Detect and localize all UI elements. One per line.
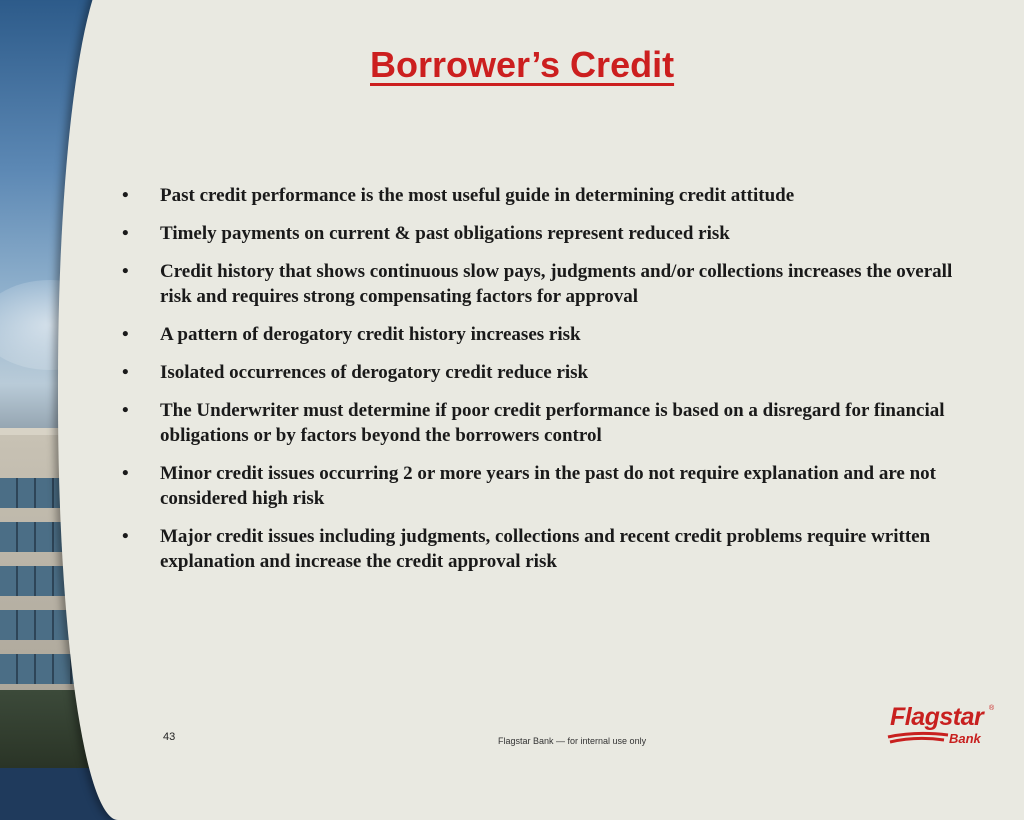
logo-swoosh-icon bbox=[886, 729, 956, 749]
bullet-item: • Credit history that shows continuous slow pays, judgments and/or collections increases the overall risk and requires strong compensating factors for approval bbox=[122, 261, 953, 307]
logo-brand: Flagstar bbox=[890, 703, 984, 731]
bullet-item: • Past credit performance is the most useful guide in determining credit attitude bbox=[122, 185, 795, 206]
page-number: 43 bbox=[163, 731, 176, 743]
logo-sub: Bank bbox=[949, 731, 981, 746]
bullet-item: • Isolated occurrences of derogatory credit reduce risk bbox=[122, 362, 589, 383]
bullet-item: • Timely payments on current & past obligations represent reduced risk bbox=[122, 223, 730, 244]
slide-title bbox=[370, 44, 674, 86]
logo-registered: ® bbox=[989, 705, 995, 712]
slide-title-text: Borrower’s Credit bbox=[370, 44, 675, 85]
footer-text: Flagstar Bank — for internal use only bbox=[498, 736, 647, 746]
bullet-item: • The Underwriter must determine if poor credit performance is based on a disregard for financial obligations or by factors beyond the borrowers control bbox=[122, 400, 945, 446]
flagstar-logo bbox=[886, 703, 1001, 749]
bullet-item: • Major credit issues including judgments, collections and recent credit problems require written explanation and increase the credit approval risk bbox=[122, 526, 931, 572]
bullet-list bbox=[116, 183, 986, 587]
bullet-item: • Minor credit issues occurring 2 or more years in the past do not require explanation and are not considered high risk bbox=[122, 463, 937, 509]
bullet-item: • A pattern of derogatory credit history increases risk bbox=[122, 324, 581, 345]
